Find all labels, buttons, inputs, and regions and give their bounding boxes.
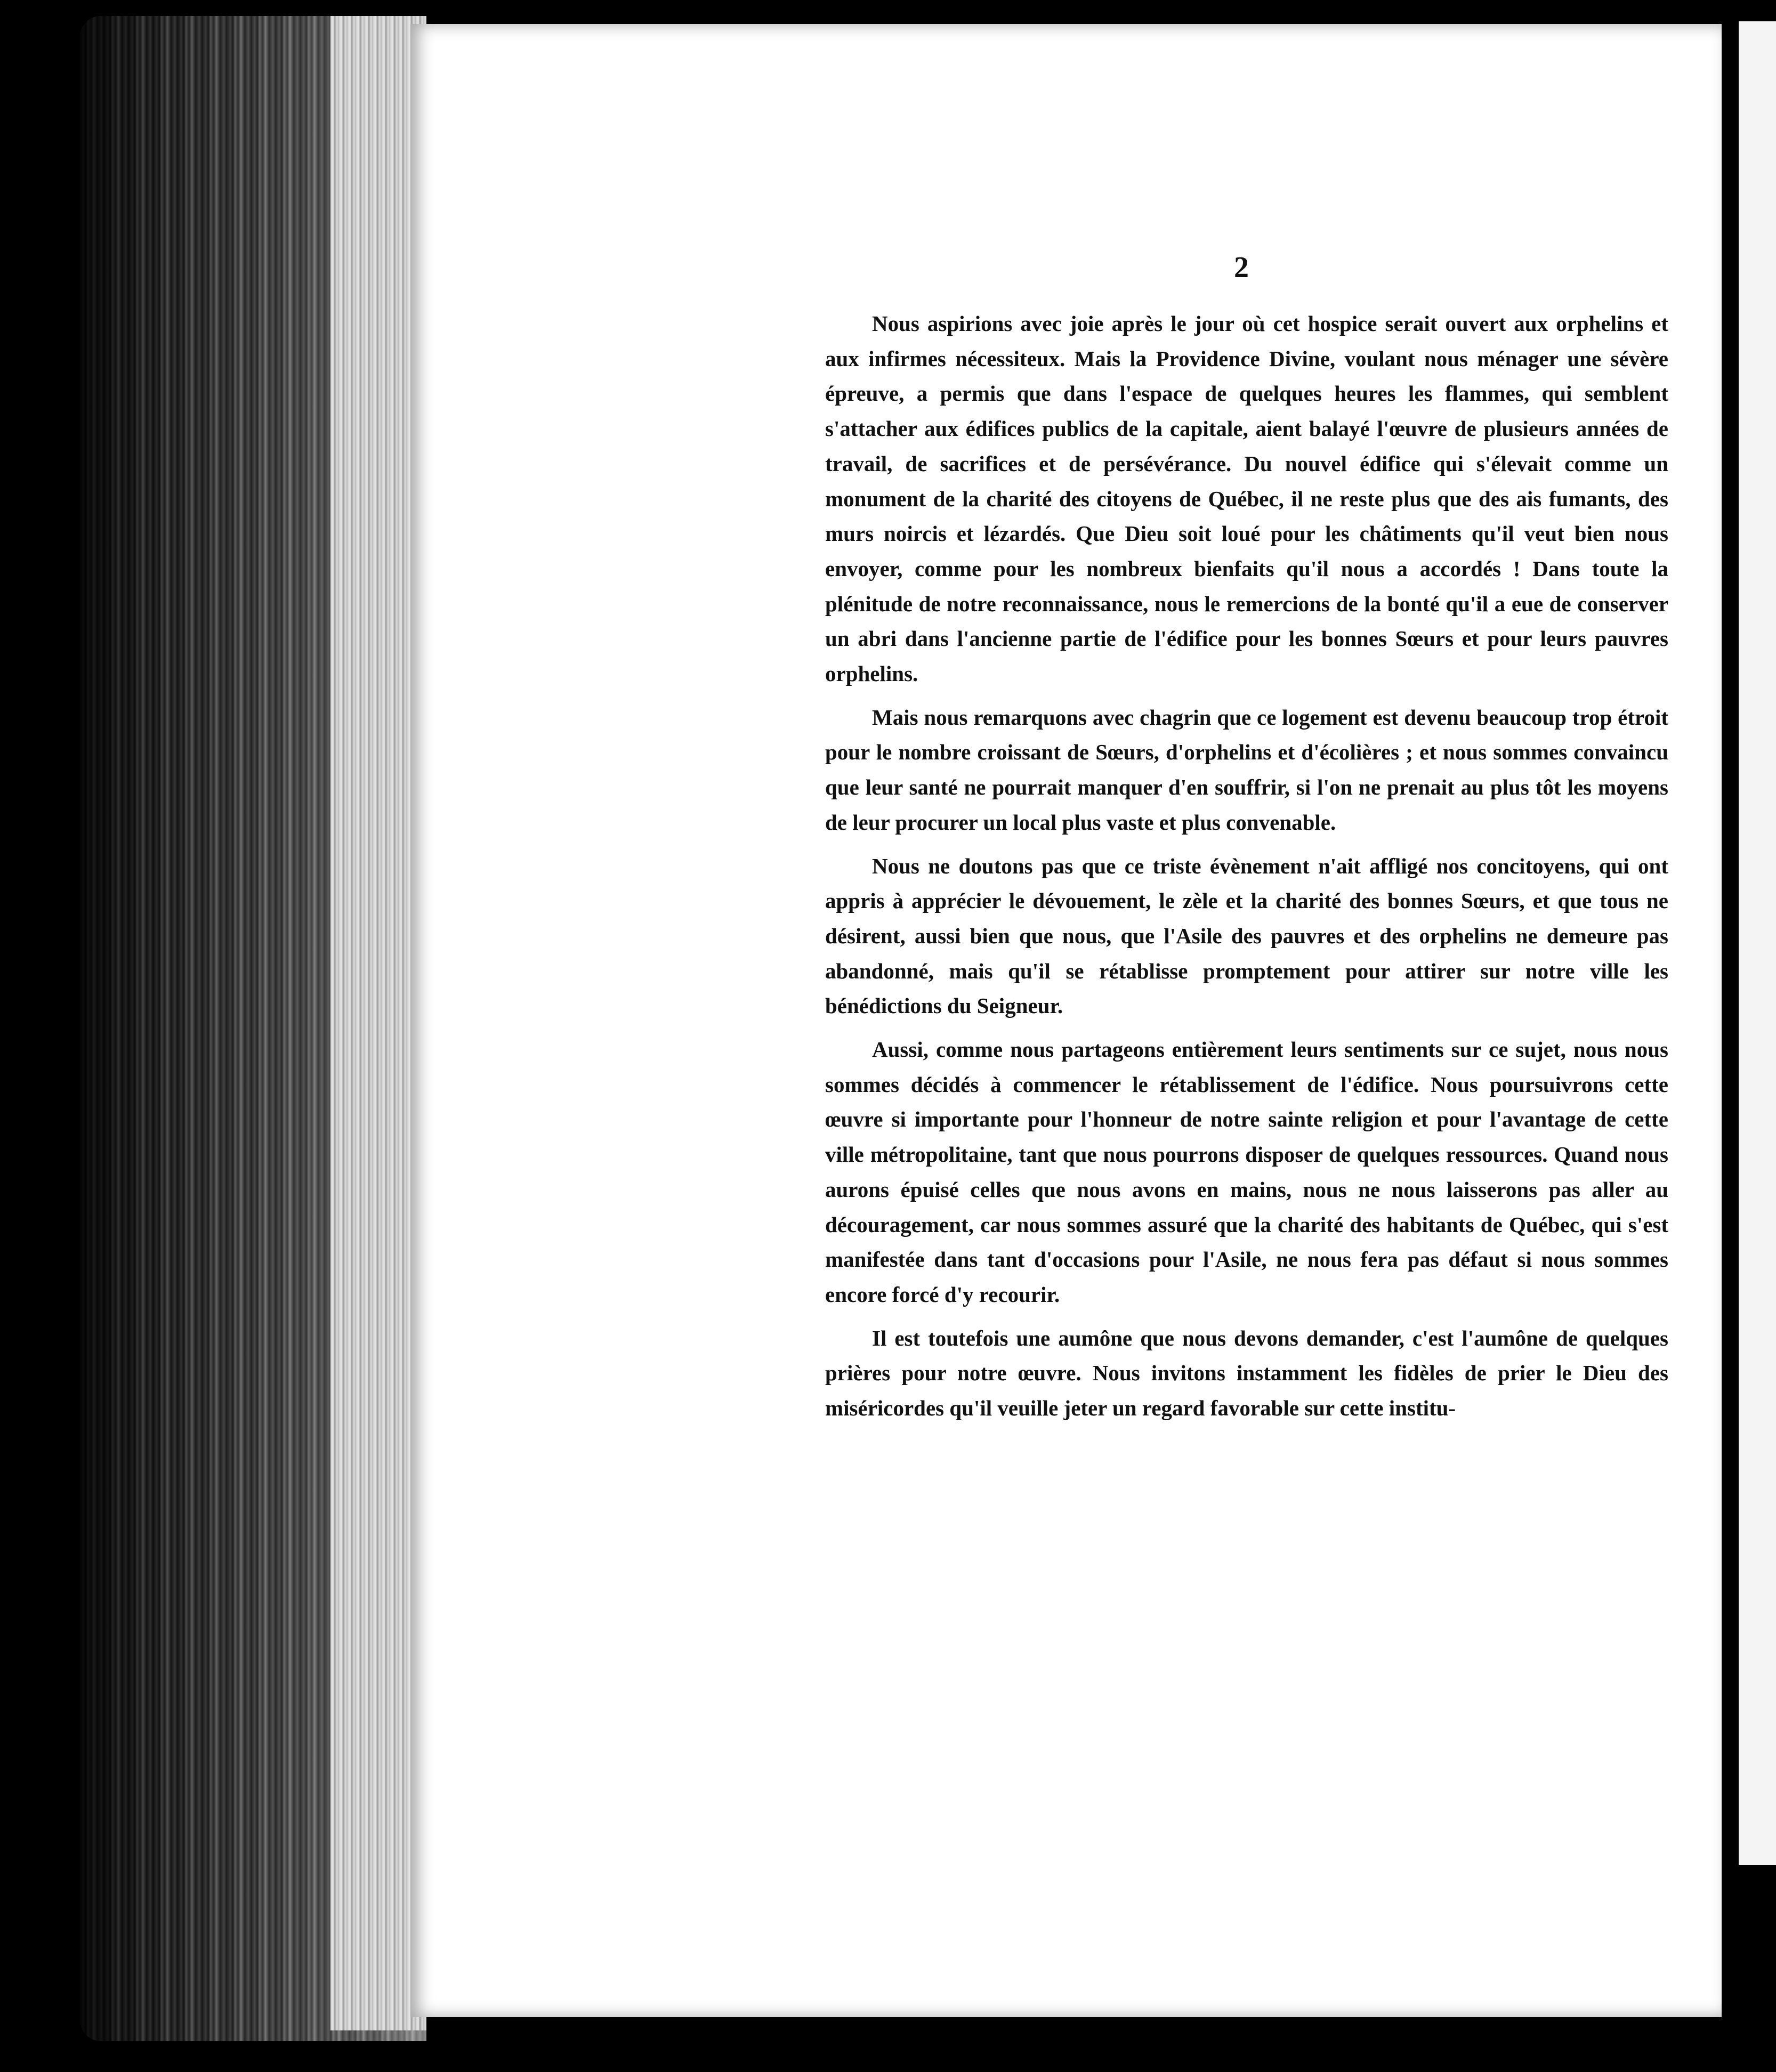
paragraph-5: Il est toutefois une aumône que nous devons demander, c'est l'aumône de quelques prières pour notre œuvre. Nous invitons instamment les fidèles de prier le Dieu des miséricordes qu'il veuille jeter un regard favorable sur cette institu- xyxy=(825,1325,1668,1421)
paragraph-2: Mais nous remarquons avec chagrin que ce logement est devenu beaucoup trop étroit pour le nombre croissant de Sœurs, d'orphelins et d'écolières ; et nous sommes convaincu que leur santé ne pourrait manquer d'en souffrir, si l'on ne prenait au plus tôt les moyens de leur procurer un local plus vaste et plus convenable. xyxy=(825,705,1668,835)
paragraph-3: Nous ne doutons pas que ce triste évènement n'ait affligé nos concitoyens, qui ont appris à apprécier le dévouement, le zèle et la charité des bonnes Sœurs, et que tous ne désirent, aussi bien que nous, que l'Asile des pauvres et des orphelins ne demeure pas abandonné, mais qu'il se rétablisse promptement pour attirer sur notre ville les bénédictions du Seigneur. xyxy=(825,853,1668,1018)
body-text xyxy=(825,306,1668,1435)
page-number: 2 xyxy=(1234,251,1249,284)
paragraph-4: Aussi, comme nous partageons entièrement leurs sentiments sur ce sujet, nous nous sommes décidés à commencer le rétablissement de l'édifice. Nous poursuivrons cette œuvre si importante pour l'honneur de notre sainte religion et pour l'avantage de cette ville métropolitaine, tant que nous pourrons disposer de quelques ressources. Quand nous aurons épuisé celles que nous avons en mains, nous ne nous laisserons pas aller au découragement, car nous sommes assuré que la charité des habitants de Québec, qui s'est manifestée dans tant d'occasions pour l'Asile, ne nous fera pas défaut si nous sommes encore forcé d'y recourir. xyxy=(825,1037,1668,1307)
paragraph-1: Nous aspirions avec joie après le jour où cet hospice serait ouvert aux orphelins et aux infirmes nécessiteux. Mais la Providence Divine, voulant nous ménager une sévère épreuve, a permis que dans l'espace de quelques heures les flammes, qui semblent s'attacher aux édifices publics de la capitale, aient balayé l'œuvre de plusieurs années de travail, de sacrifices et de persévérance. Du nouvel édifice qui s'élevait comme un monument de la charité des citoyens de Québec, il ne reste plus que des ais fumants, des murs noircis et lézardés. Que Dieu soit loué pour les châtiments qu'il veut bien nous envoyer, comme pour les nombreux bienfaits qu'il nous a accordés ! Dans toute la plénitude de notre reconnaissance, nous le remercions de la bonté qu'il a eue de conserver un abri dans l'ancienne partie de l'édifice pour les bonnes Sœurs et pour leurs pauvres orphelins. xyxy=(825,311,1668,686)
next-page-edge xyxy=(1739,21,1776,1865)
